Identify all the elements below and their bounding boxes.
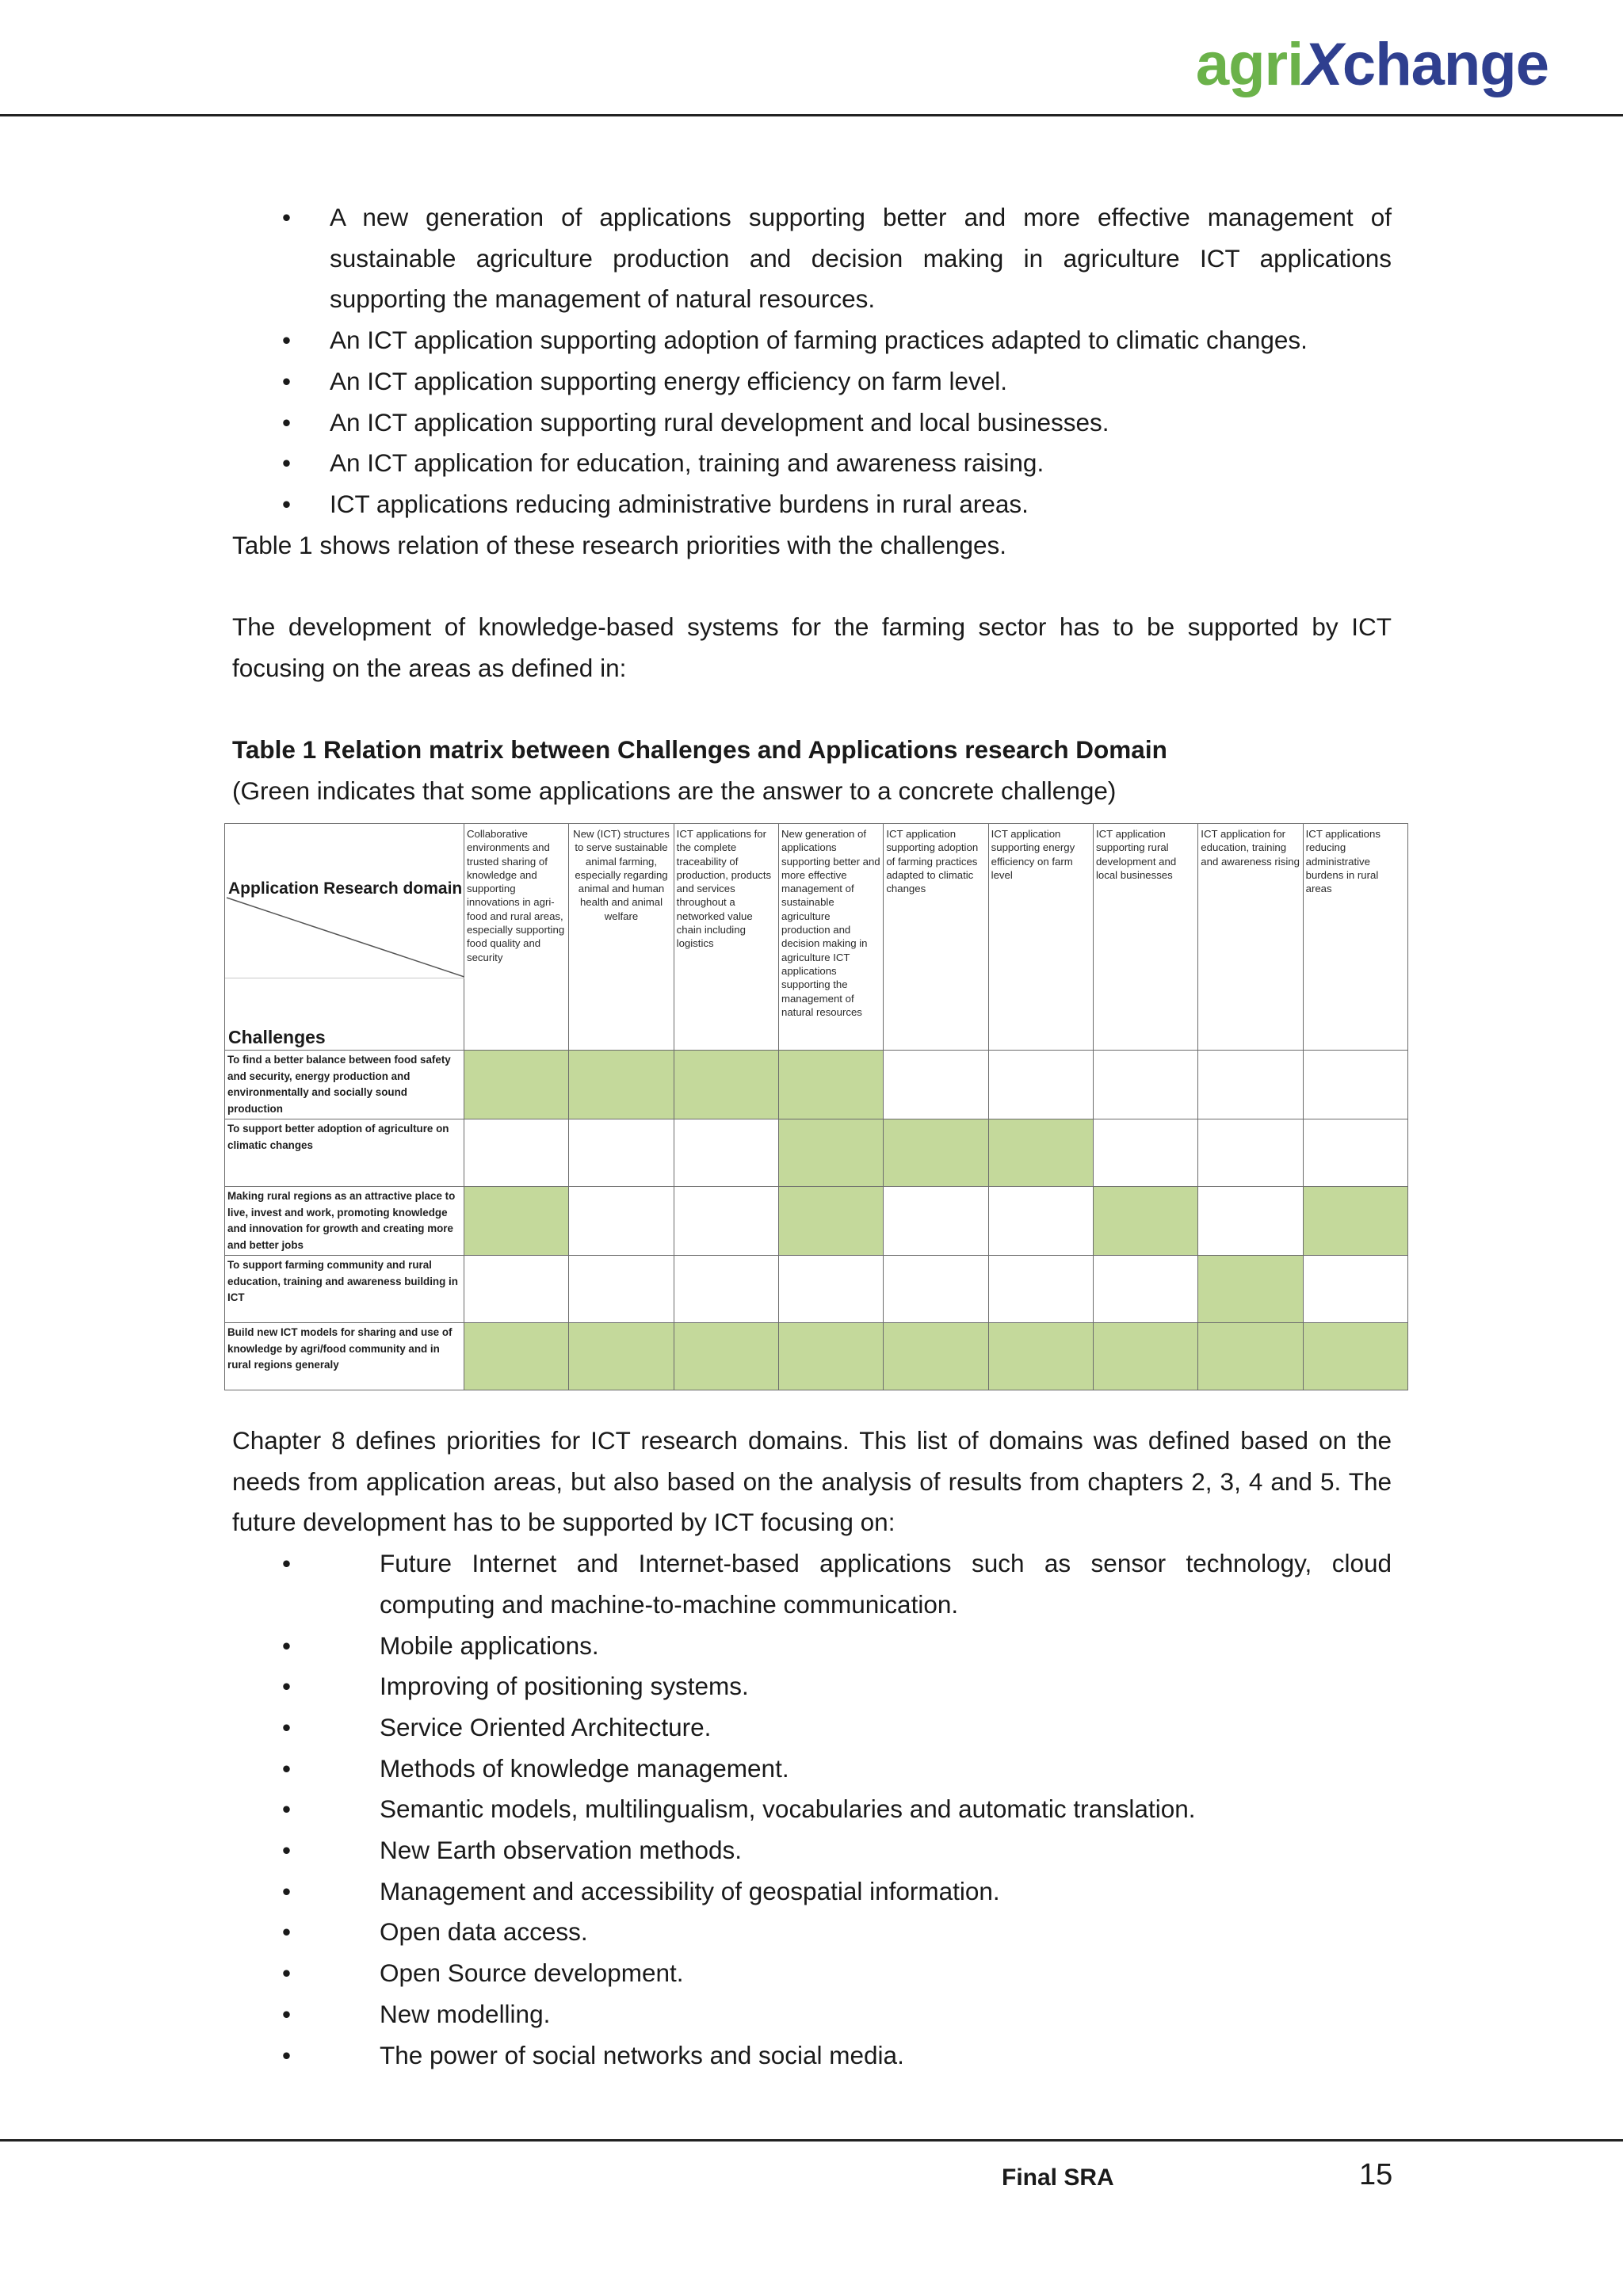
matrix-cell [988, 1256, 1093, 1323]
matrix-cell [674, 1051, 778, 1119]
matrix-cell [884, 1119, 988, 1187]
matrix-cell [569, 1119, 674, 1187]
matrix-cell [1198, 1187, 1303, 1256]
matrix-cell [1198, 1256, 1303, 1323]
matrix-header-row [225, 824, 1408, 1051]
matrix-cell [674, 1256, 778, 1323]
matrix-cell [1093, 1051, 1197, 1119]
header-divider [0, 114, 1623, 116]
list-item: • Mobile applications. [232, 1626, 1392, 1667]
matrix-cell [1093, 1119, 1197, 1187]
list-item: • Semantic models, multilingualism, vocabularies and automatic translation. [232, 1789, 1392, 1830]
matrix-cell [1093, 1187, 1197, 1256]
matrix-cell [1093, 1323, 1197, 1390]
corner-label-challenges: Challenges [228, 1027, 326, 1047]
footer-divider [0, 2139, 1623, 2142]
list-item: • ICT applications reducing administrative burdens in rural areas. [232, 484, 1392, 525]
list-item: • Management and accessibility of geospatial information. [232, 1871, 1392, 1913]
domain-header: New (ICT) structures to serve sustainable animal farming, especially regarding animal and human health and animal welfare [569, 824, 674, 1051]
page-number: 15 [1359, 2158, 1393, 2191]
list-item: • The power of social networks and social media. [232, 2035, 1392, 2077]
matrix-cell [884, 1051, 988, 1119]
matrix-cell [464, 1187, 569, 1256]
list-item: • New modelling. [232, 1994, 1392, 2035]
corner-diagonal [225, 824, 464, 978]
domain-header: Collaborative environments and trusted sharing of knowledge and supporting innovations in agri-food and rural areas, especially supporting food quality and security [464, 824, 569, 1051]
challenge-label: Build new ICT models for sharing and use of knowledge by agri/food community and in rural regions generaly [225, 1323, 464, 1390]
challenge-label: To find a better balance between food safety and security, energy production and environmentally and socially sound production [225, 1051, 464, 1119]
matrix-cell [569, 1256, 674, 1323]
matrix-cell [464, 1256, 569, 1323]
table-row [225, 1187, 1408, 1256]
matrix-cell [1303, 1323, 1407, 1390]
list-item: • A new generation of applications supporting better and more effective management of sustainable agriculture production and decision making in agriculture ICT applications supporting the management of natural resources. [232, 197, 1392, 320]
matrix-cell [464, 1051, 569, 1119]
matrix-corner-cell [225, 824, 464, 1051]
matrix-cell [884, 1256, 988, 1323]
domain-header: ICT application supporting rural development and local businesses [1093, 824, 1197, 1051]
list-item: • An ICT application supporting energy efficiency on farm level. [232, 361, 1392, 402]
logo-change: change [1342, 31, 1549, 98]
table-caption-title: Table 1 Relation matrix between Challenges and Applications research Domain [232, 735, 1167, 765]
logo-agri: agri [1195, 31, 1304, 98]
matrix-cell [1303, 1051, 1407, 1119]
footer-document-label: Final SRA [1002, 2164, 1114, 2191]
list-item: • An ICT application supporting adoption of farming practices adapted to climatic changes. [232, 320, 1392, 361]
list-item: • Open Source development. [232, 1953, 1392, 1994]
domain-header: ICT applications reducing administrative burdens in rural areas [1303, 824, 1407, 1051]
matrix-cell [569, 1323, 674, 1390]
matrix-cell [569, 1051, 674, 1119]
intro-bullet-list [232, 197, 1392, 525]
table-row [225, 1256, 1408, 1323]
matrix-cell [1093, 1256, 1197, 1323]
matrix-cell [778, 1323, 883, 1390]
matrix-cell [674, 1187, 778, 1256]
list-item: • Service Oriented Architecture. [232, 1707, 1392, 1749]
matrix-cell [1303, 1187, 1407, 1256]
matrix-cell [569, 1187, 674, 1256]
matrix-cell [674, 1119, 778, 1187]
challenge-label: To support farming community and rural education, training and awareness building in ICT [225, 1256, 464, 1323]
matrix-cell [464, 1119, 569, 1187]
table-row [225, 1119, 1408, 1187]
matrix-cell [884, 1323, 988, 1390]
matrix-cell [1198, 1051, 1303, 1119]
matrix-cell [884, 1187, 988, 1256]
table-row [225, 1051, 1408, 1119]
ict-bullet-list [232, 1543, 1392, 2076]
list-item: • New Earth observation methods. [232, 1830, 1392, 1871]
matrix-cell [1303, 1256, 1407, 1323]
logo-x: X [1303, 31, 1342, 98]
list-item: • Open data access. [232, 1912, 1392, 1953]
development-paragraph: The development of knowledge-based systems for the farming sector has to be supported by ICT focusing on the areas as defined in: [232, 612, 1392, 682]
matrix-cell [988, 1187, 1093, 1256]
chapter8-paragraph: Chapter 8 defines priorities for ICT research domains. This list of domains was defined based on the needs from application areas, but also based on the analysis of results from chapters 2, 3, 4 and 5. The future development has to be supported by ICT focusing on: [232, 1426, 1392, 1537]
matrix-cell [988, 1051, 1093, 1119]
matrix-cell [778, 1051, 883, 1119]
list-item: • Methods of knowledge management. [232, 1749, 1392, 1790]
matrix-cell [464, 1323, 569, 1390]
table-row [225, 1323, 1408, 1390]
matrix-cell [988, 1323, 1093, 1390]
relation-matrix-table [224, 823, 1408, 1390]
list-item: • An ICT application for education, training and awareness raising. [232, 443, 1392, 484]
matrix-cell [778, 1187, 883, 1256]
domain-header: ICT applications for the complete traceability of production, products and services throughout a networked value chain including logistics [674, 824, 778, 1051]
list-item: • An ICT application supporting rural development and local businesses. [232, 402, 1392, 444]
domain-header: ICT application supporting adoption of farming practices adapted to climatic changes [884, 824, 988, 1051]
matrix-cell [674, 1323, 778, 1390]
list-item: • Improving of positioning systems. [232, 1666, 1392, 1707]
matrix-cell [1303, 1119, 1407, 1187]
matrix-cell [778, 1119, 883, 1187]
challenge-label: To support better adoption of agriculture on climatic changes [225, 1119, 464, 1187]
matrix-cell [988, 1119, 1093, 1187]
domain-header: ICT application for education, training and awareness rising [1198, 824, 1303, 1051]
matrix-cell [1198, 1323, 1303, 1390]
matrix-cell [1198, 1119, 1303, 1187]
list-item: • Future Internet and Internet-based applications such as sensor technology, cloud computing and machine-to-machine communication. [232, 1543, 1392, 1625]
matrix-cell [778, 1256, 883, 1323]
agrixchange-logo [1195, 31, 1549, 98]
table-reference-paragraph: Table 1 shows relation of these research priorities with the challenges. [232, 530, 1007, 559]
domain-header: ICT application supporting energy efficiency on farm level [988, 824, 1093, 1051]
table-caption-note: (Green indicates that some applications are the answer to a concrete challenge) [232, 776, 1117, 805]
corner-label-domain: Application Research domain [228, 879, 463, 898]
challenge-label: Making rural regions as an attractive place to live, invest and work, promoting knowledge and innovation for growth and creating more and better jobs [225, 1187, 464, 1256]
intro-section [232, 197, 1392, 812]
domain-header: New generation of applications supporting better and more effective management of sustainable agriculture production and decision making in agriculture ICT applications supporting the management of natural resources [778, 824, 883, 1051]
ict-section [232, 1421, 1392, 2076]
